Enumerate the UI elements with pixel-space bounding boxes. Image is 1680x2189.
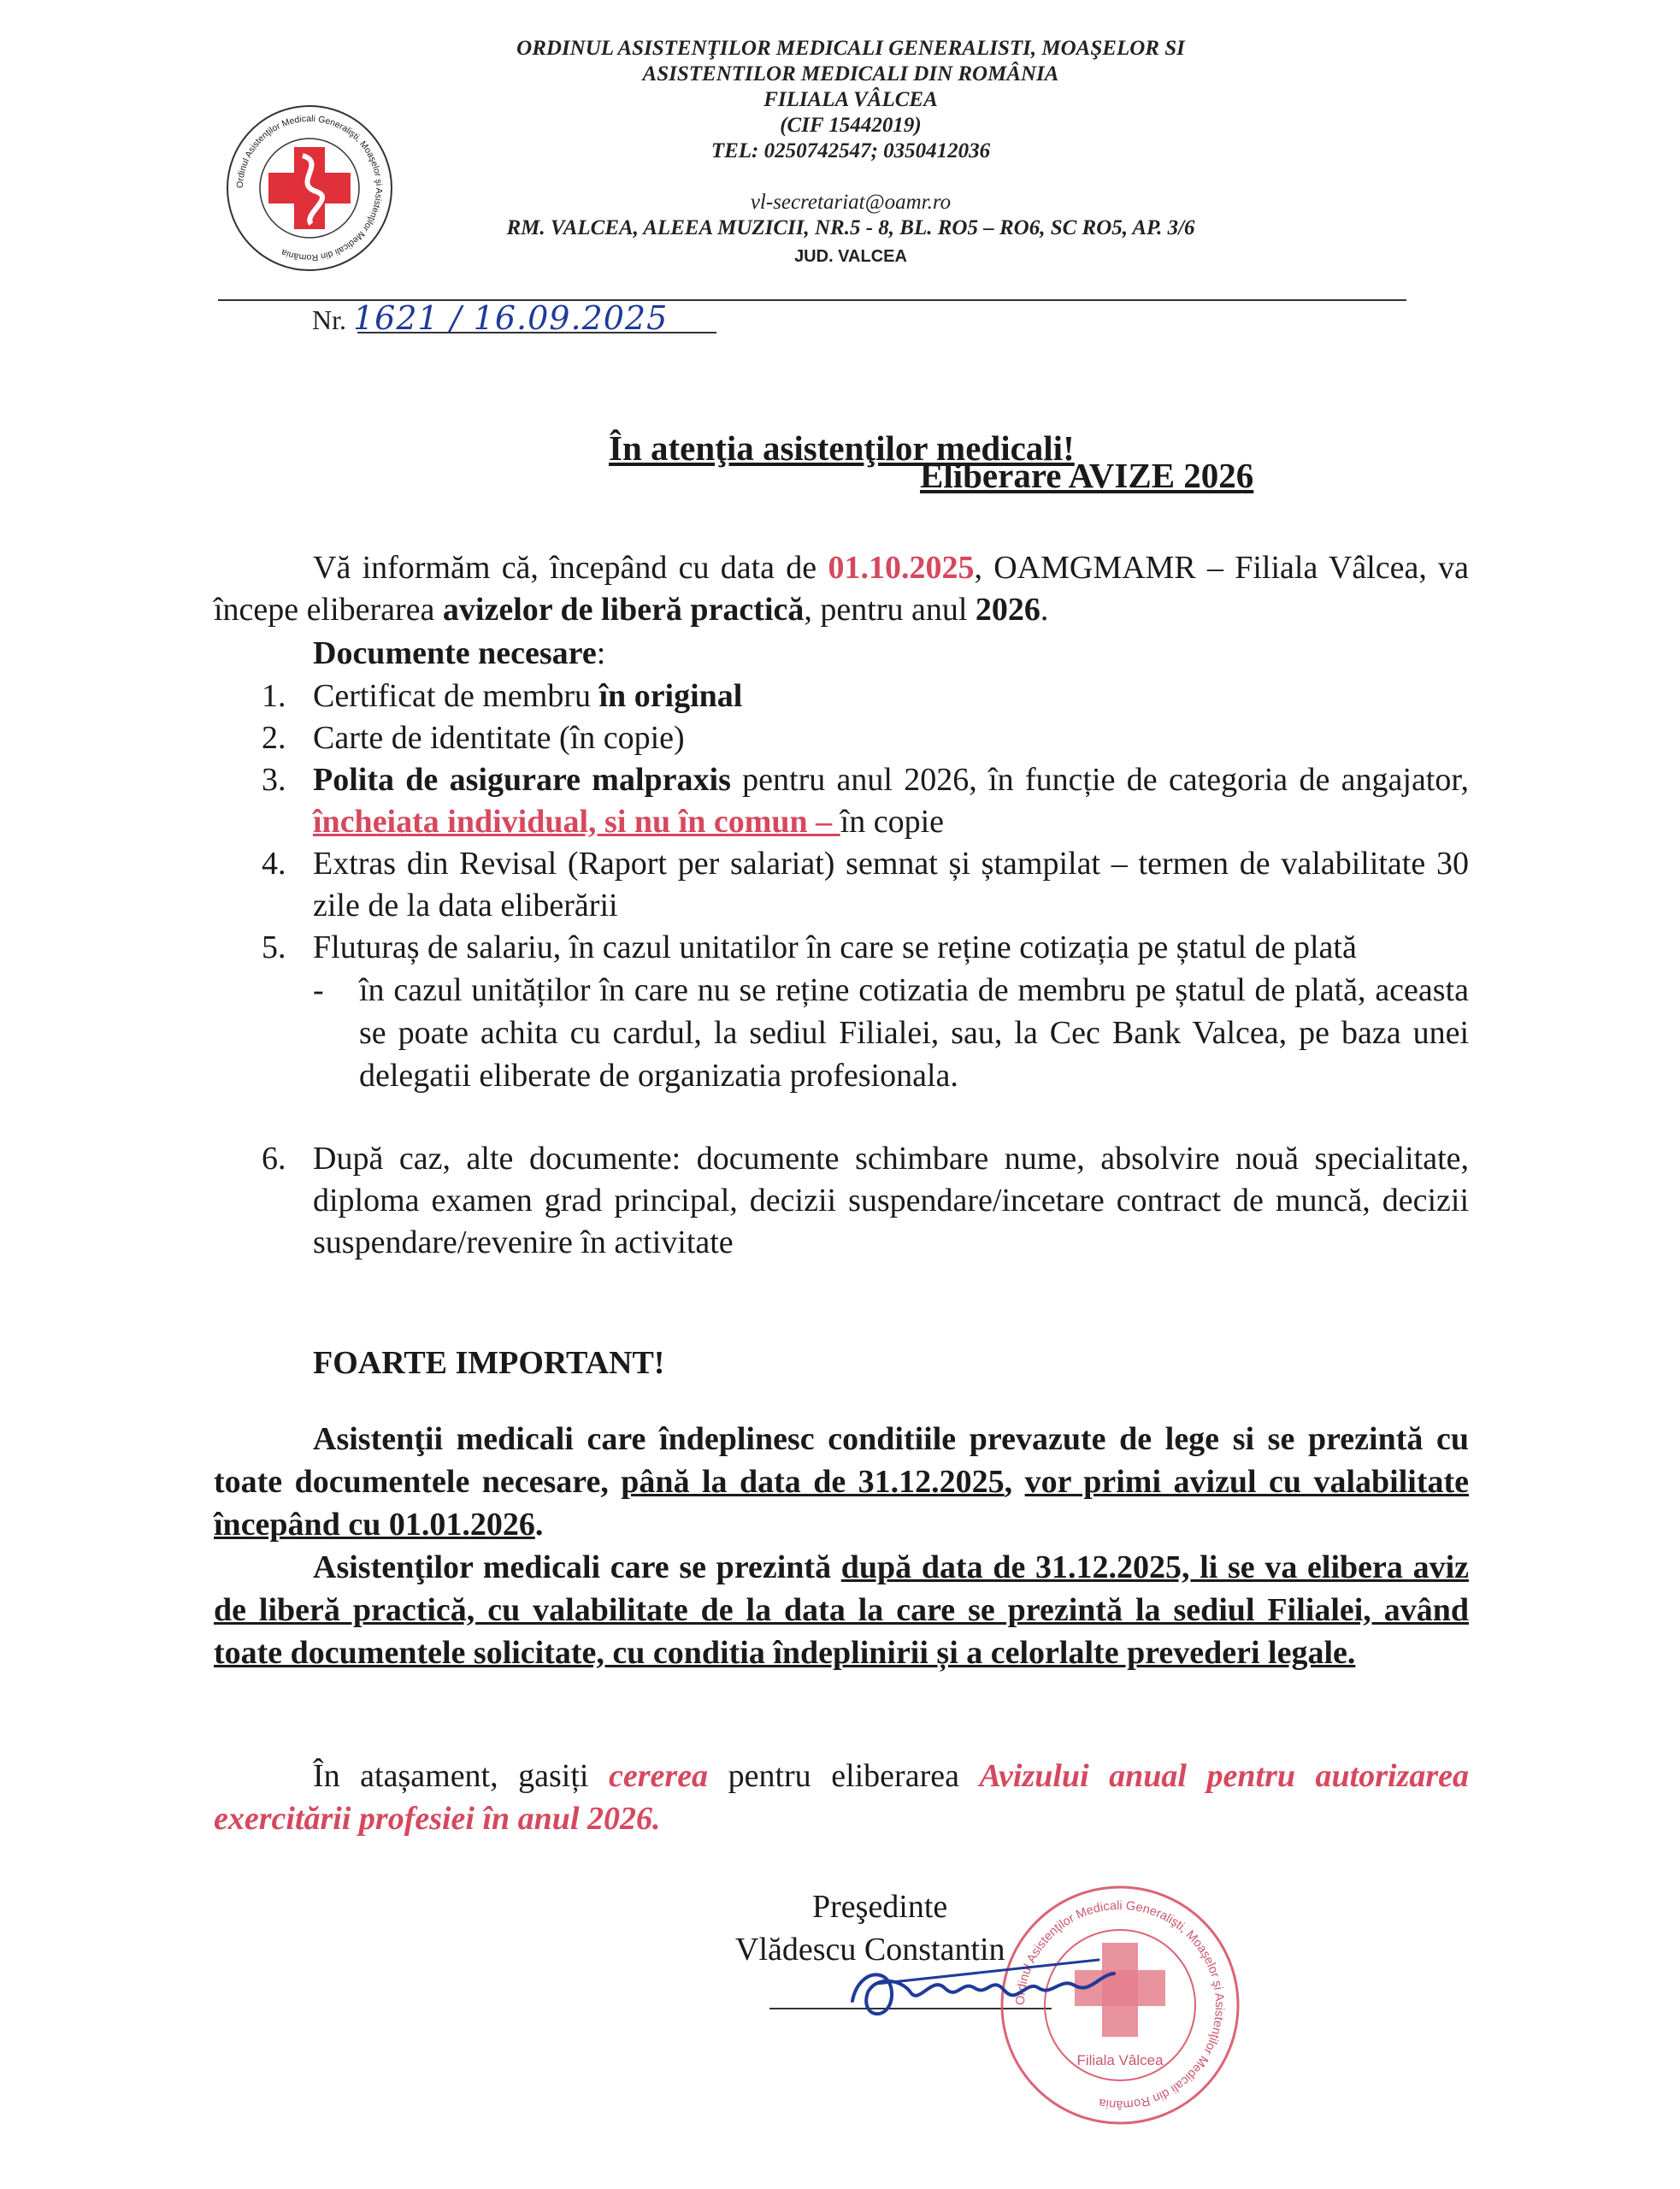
documents-heading: [214, 633, 1469, 675]
intro-text: Vă informăm că, începând cu data de: [313, 550, 828, 586]
list-number: 3.: [262, 762, 286, 798]
documents-list: [214, 676, 1469, 1264]
list-bold: în original: [598, 678, 743, 714]
list-text: Extras din Revisal (Raport per salariat) semnat și ștampilat – termen de valabilitate 30 zile de la data eliberării: [313, 846, 1469, 923]
signatory-name: Vlădescu Constantin: [735, 1932, 1005, 1968]
list-subitem: [214, 969, 1469, 1097]
intro-year: 2026: [975, 592, 1040, 628]
list-number: 4.: [262, 846, 286, 882]
handwritten-signature: [842, 1941, 1124, 2035]
list-text: Fluturaș de salariu, în cazul unitatilor în care se reține cotizația pe ștatul de plată: [313, 929, 1357, 965]
documents-heading-text: Documente necesare: [313, 635, 597, 671]
list-number: 2.: [262, 720, 286, 756]
list-text: După caz, alte documente: documente schimbare nume, absolvire nouă specialitate, diploma examen grad principal, decizii suspendare/incetare contract de muncă, decizii suspendare/revenire în activitate: [313, 1141, 1469, 1260]
organization-logo: [224, 103, 395, 274]
list-number: 6.: [262, 1141, 286, 1177]
list-item: [214, 927, 1469, 969]
attachment-paragraph: [214, 1755, 1469, 1840]
documents-heading-colon: :: [596, 635, 606, 671]
start-date: 01.10.2025: [828, 550, 975, 586]
registration-underline: [357, 332, 716, 333]
list-item: [214, 843, 1469, 927]
list-text: pentru anul 2026, în funcție de categoria de angajator,: [730, 762, 1469, 798]
attachment-text: În atașament, gasiți: [313, 1758, 610, 1794]
header-county: JUD. VALCEA: [794, 247, 907, 266]
intro-text: , OAMGMAMR – Filiala Vâlcea, va începe eliberarea: [214, 550, 1469, 628]
notice-subtitle: Eliberare AVIZE 2026: [920, 456, 1254, 495]
list-text: Certificat de membru: [313, 678, 599, 714]
important-text: .: [534, 1507, 544, 1543]
list-item: [214, 676, 1469, 717]
header-tel: TEL: 0250742547; 0350412036: [710, 139, 991, 162]
header-address: RM. VALCEA, ALEEA MUZICII, NR.5 - 8, BL. RO5 – RO6, SC RO5, AP. 3/6: [506, 216, 1195, 239]
important-text: ,: [1004, 1464, 1025, 1500]
intro-bold: avizelor de liberă practică: [442, 592, 805, 628]
list-number: 5.: [262, 929, 286, 965]
list-bold: Polita de asigurare malpraxis: [313, 762, 731, 798]
important-text: Asistenţii medicali care îndeplinesc conditiile prevazute de lege si se prezintă cu toate documentele necesare,: [214, 1421, 1469, 1500]
header-email: vl-secretariat@oamr.ro: [750, 191, 952, 214]
registration-handwritten: 1621 / 16.09.2025: [353, 299, 669, 337]
header-org-line2: ASISTENTILOR MEDICALI DIN ROMÂNIA: [642, 62, 1059, 86]
attachment-emphasis: Avizului anual pentru autorizarea exercitării profesiei în anul 2026.: [214, 1758, 1469, 1837]
subitem-text: în cazul unităților în care nu se reține cotizatia de membru pe ștatul de plată, aceasta se poate achita cu cardul, la sediul Filialei, sau, la Cec Bank Valcea, pe baza unei delegatii eliberate de organizatia profesionala.: [359, 972, 1469, 1094]
intro-text: .: [1040, 592, 1049, 628]
notice-title: În atenţia asistenţilor medicali!: [609, 428, 1075, 468]
list-red-emphasis: încheiata individual, si nu în comun –: [313, 804, 840, 840]
registration-label: Nr.: [312, 304, 346, 335]
header-branch: FILIALA VÂLCEA: [763, 88, 938, 111]
logo-ring-text: Ordinul Asistenţilor Medicali Generalişti, Moaşelor şi Asistenţilor Medicali din România: [234, 113, 385, 263]
important-underlined: până la data de 31.12.2025: [621, 1464, 1005, 1500]
attachment-emphasis: cererea: [609, 1758, 709, 1794]
header-cif: (CIF 15442019): [780, 114, 922, 137]
important-paragraph-2: [214, 1546, 1469, 1674]
header-org-line1: ORDINUL ASISTENŢILOR MEDICALI GENERALISTI, MOAŞELOR SI: [516, 37, 1185, 60]
important-title: FOARTE IMPORTANT!: [313, 1345, 665, 1381]
intro-paragraph: [214, 547, 1469, 631]
list-text: Carte de identitate (în copie): [313, 720, 685, 756]
important-underlined: după data de 31.12.2025, li se va elibera aviz de liberă practică, cu valabilitate de la data la care se prezintă la sediul Filialei, având toate documentele solicitate, cu conditia îndeplinirii și a celorlalte prevederi legale.: [214, 1549, 1469, 1671]
subitem-dash: -: [313, 972, 324, 1008]
list-item: [214, 1138, 1469, 1264]
attachment-text: pentru eliberarea: [708, 1758, 980, 1794]
important-paragraph-1: [214, 1418, 1469, 1546]
list-number: 1.: [262, 678, 286, 714]
list-item: [214, 759, 1469, 843]
important-text: Asistenţilor medicali care se prezintă: [313, 1549, 841, 1585]
list-item: [214, 717, 1469, 759]
signatory-role: Preşedinte: [812, 1889, 948, 1925]
intro-text: , pentru anul: [804, 592, 976, 628]
stamp-branch-text: Filiala Vâlcea: [1076, 2052, 1164, 2068]
stamp-ring-text: Ordinul Asistenţilor Medicali Generalişti, Moaşelor şi Asistenţilor Medicali din România: [1013, 1898, 1227, 2112]
list-text: în copie: [840, 804, 944, 840]
important-underlined: vor primi avizul cu valabilitate începând cu 01.01.2026: [214, 1464, 1469, 1543]
